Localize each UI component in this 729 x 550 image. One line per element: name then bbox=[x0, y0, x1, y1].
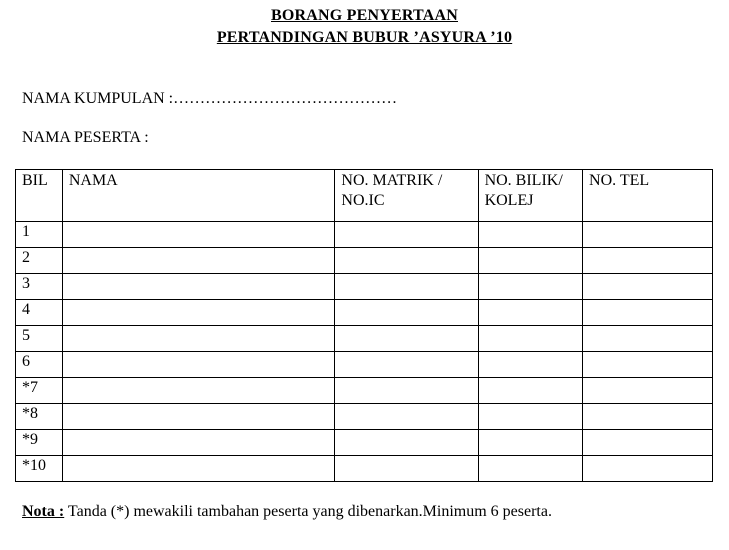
cell-tel[interactable] bbox=[583, 378, 713, 404]
cell-nama[interactable] bbox=[62, 456, 335, 482]
cell-matrik[interactable] bbox=[335, 378, 478, 404]
table-row bbox=[16, 430, 713, 456]
table-row bbox=[16, 248, 713, 274]
table-row bbox=[16, 404, 713, 430]
cell-tel[interactable] bbox=[583, 404, 713, 430]
cell-tel[interactable] bbox=[583, 300, 713, 326]
row-number: 5 bbox=[16, 326, 63, 352]
cell-nama[interactable] bbox=[62, 378, 335, 404]
cell-matrik[interactable] bbox=[335, 274, 478, 300]
cell-matrik[interactable] bbox=[335, 352, 478, 378]
cell-bilik[interactable] bbox=[478, 326, 582, 352]
header-bilik-line2: KOLEJ bbox=[484, 192, 534, 209]
cell-tel[interactable] bbox=[583, 326, 713, 352]
header-tel: NO. TEL bbox=[583, 170, 713, 222]
table-row bbox=[16, 378, 713, 404]
header-nama: NAMA bbox=[62, 170, 335, 222]
header-bilik bbox=[478, 170, 582, 222]
header-matrik bbox=[335, 170, 478, 222]
header-bil: BIL bbox=[16, 170, 63, 222]
table-row bbox=[16, 326, 713, 352]
header-matrik-line1: NO. MATRIK / bbox=[341, 172, 443, 189]
cell-matrik[interactable] bbox=[335, 248, 478, 274]
note-label: Nota : bbox=[22, 503, 65, 520]
form-subtitle: PERTANDINGAN BUBUR ’ASYURA ’10 bbox=[216, 29, 513, 46]
row-number: 2 bbox=[16, 248, 63, 274]
cell-bilik[interactable] bbox=[478, 456, 582, 482]
cell-nama[interactable] bbox=[62, 274, 335, 300]
form-title: BORANG PENYERTAAN bbox=[271, 7, 458, 24]
row-number: *8 bbox=[16, 404, 63, 430]
participant-table bbox=[15, 169, 713, 482]
cell-nama[interactable] bbox=[62, 352, 335, 378]
row-number: *10 bbox=[16, 456, 63, 482]
cell-tel[interactable] bbox=[583, 352, 713, 378]
cell-tel[interactable] bbox=[583, 248, 713, 274]
cell-matrik[interactable] bbox=[335, 326, 478, 352]
cell-bilik[interactable] bbox=[478, 300, 582, 326]
cell-nama[interactable] bbox=[62, 222, 335, 248]
cell-bilik[interactable] bbox=[478, 222, 582, 248]
row-number: 4 bbox=[16, 300, 63, 326]
cell-tel[interactable] bbox=[583, 274, 713, 300]
row-number: *7 bbox=[16, 378, 63, 404]
cell-matrik[interactable] bbox=[335, 300, 478, 326]
cell-bilik[interactable] bbox=[478, 404, 582, 430]
row-number: *9 bbox=[16, 430, 63, 456]
table-row bbox=[16, 456, 713, 482]
footnote bbox=[22, 503, 552, 521]
header-bilik-line1: NO. BILIK/ bbox=[484, 172, 563, 189]
cell-nama[interactable] bbox=[62, 248, 335, 274]
cell-tel[interactable] bbox=[583, 222, 713, 248]
cell-bilik[interactable] bbox=[478, 248, 582, 274]
cell-bilik[interactable] bbox=[478, 378, 582, 404]
cell-tel[interactable] bbox=[583, 456, 713, 482]
table-row bbox=[16, 352, 713, 378]
cell-matrik[interactable] bbox=[335, 456, 478, 482]
note-text: Tanda (*) mewakili tambahan peserta yang dibenarkan.Minimum 6 peserta. bbox=[64, 503, 552, 520]
cell-tel[interactable] bbox=[583, 430, 713, 456]
cell-matrik[interactable] bbox=[335, 430, 478, 456]
cell-bilik[interactable] bbox=[478, 274, 582, 300]
cell-matrik[interactable] bbox=[335, 404, 478, 430]
cell-nama[interactable] bbox=[62, 404, 335, 430]
table-row bbox=[16, 300, 713, 326]
row-number: 6 bbox=[16, 352, 63, 378]
cell-nama[interactable] bbox=[62, 430, 335, 456]
row-number: 1 bbox=[16, 222, 63, 248]
cell-nama[interactable] bbox=[62, 300, 335, 326]
table-header-row bbox=[16, 170, 713, 222]
header-matrik-line2: NO.IC bbox=[341, 192, 385, 209]
row-number: 3 bbox=[16, 274, 63, 300]
participant-name-label: NAMA PESERTA : bbox=[22, 129, 149, 146]
table-row bbox=[16, 274, 713, 300]
cell-bilik[interactable] bbox=[478, 352, 582, 378]
cell-matrik[interactable] bbox=[335, 222, 478, 248]
cell-nama[interactable] bbox=[62, 326, 335, 352]
cell-bilik[interactable] bbox=[478, 430, 582, 456]
table-row bbox=[16, 222, 713, 248]
group-name-field: NAMA KUMPULAN :…………………………………… bbox=[22, 90, 398, 107]
